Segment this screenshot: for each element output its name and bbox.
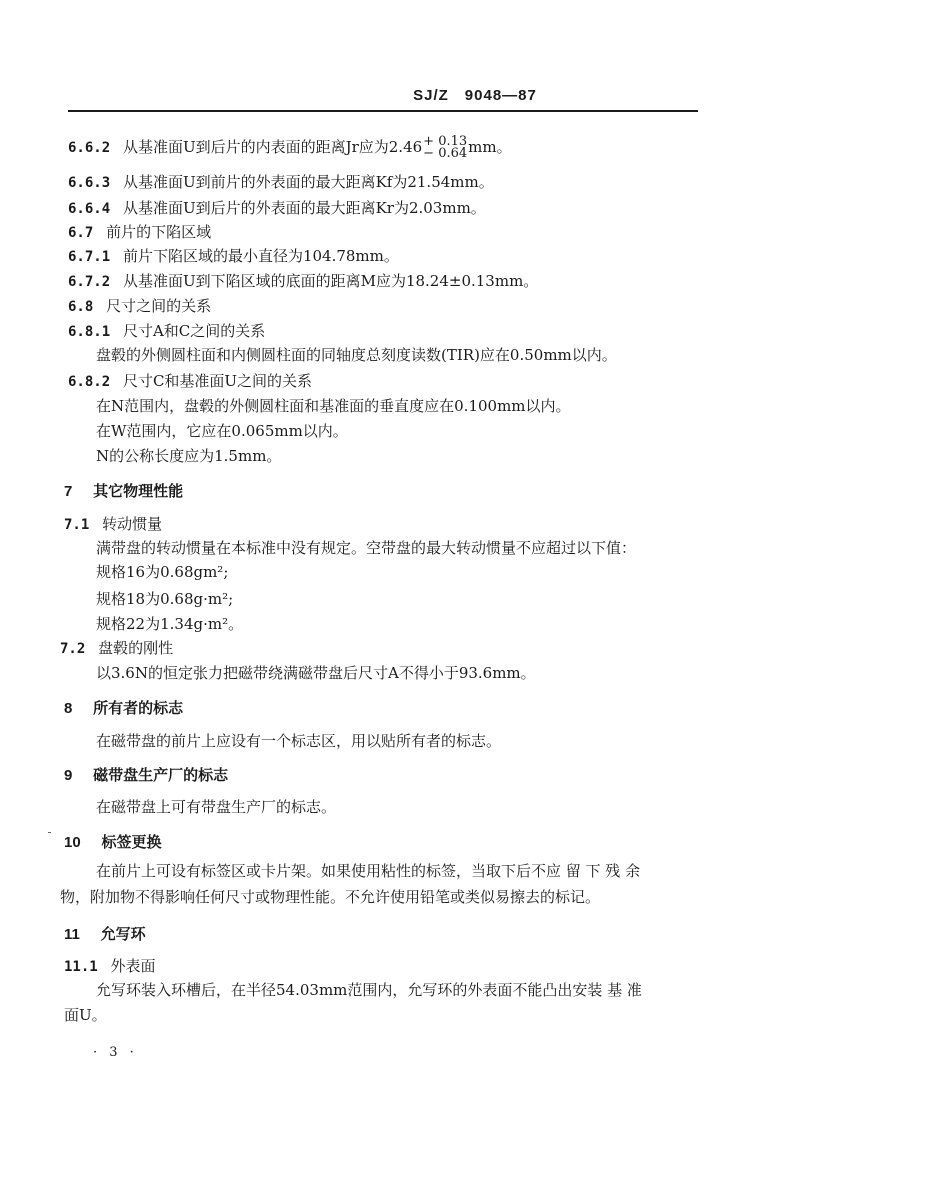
clause-6-7-1: [68, 246, 399, 267]
section-number: 11: [64, 926, 80, 943]
clause-unit: mm。: [468, 138, 512, 156]
clause-number: 6.6.3: [68, 175, 111, 191]
section-title: 允写环: [100, 925, 146, 943]
section-number: 9: [64, 767, 73, 784]
clause-text: 盘毂的刚性: [98, 639, 174, 657]
clause-6-8-2: [68, 371, 312, 392]
tolerance-minus: − 0.64: [423, 146, 468, 161]
clause-7-1-para-4: 规格22为1.34g·m²。: [96, 615, 244, 633]
clause-text: 尺寸之间的关系: [106, 297, 212, 315]
section-number: 10: [64, 834, 81, 851]
clause-7-2-body: 以3.6N的恒定张力把磁带绕满磁带盘后尺寸A不得小于93.6mm。: [96, 664, 536, 682]
tolerance-plus: + 0.13: [423, 134, 468, 149]
clause-number: 6.8.1: [68, 324, 111, 340]
section-title: 其它物理性能: [93, 482, 184, 500]
clause-number: 6.6.4: [68, 201, 111, 217]
clause-6-8-2-para-3: N的公称长度应为1.5mm。: [96, 447, 282, 465]
clause-text: 从基准面U到下陷区域的底面的距离M应为18.24±0.13mm。: [122, 272, 539, 290]
section-10-heading: [64, 832, 161, 853]
section-number: 8: [64, 700, 73, 717]
clause-7-1-para-2: 规格16为0.68gm²;: [96, 563, 229, 581]
clause-number: 7.2: [60, 641, 86, 657]
clause-number: 6.7.1: [68, 249, 111, 265]
tolerance: [423, 136, 467, 160]
section-title: 标签更换: [101, 833, 162, 851]
clause-text: 从基准面U到前片的外表面的最大距离Kf为21.54mm。: [122, 173, 494, 191]
clause-11-1-line-1: 允写环装入环槽后，在半径54.03mm范围内，允写环的外表面不能凸出安装 基 准: [96, 981, 642, 999]
clause-6-6-2: [68, 136, 512, 160]
clause-text: 从基准面U到后片的外表面的最大距离Kr为2.03mm。: [122, 199, 486, 217]
clause-6-6-4: [68, 198, 486, 219]
section-9-body: 在磁带盘上可有带盘生产厂的标志。: [96, 798, 337, 816]
section-9-heading: [64, 765, 228, 786]
clause-text: 尺寸A和C之间的关系: [122, 322, 266, 340]
clause-number: 6.6.2: [68, 140, 111, 156]
clause-number: 6.7: [68, 225, 94, 241]
section-7-heading: [64, 481, 183, 502]
section-10-line-2: 物，附加物不得影响任何尺寸或物理性能。不允许使用铅笔或类似易擦去的标记。: [60, 888, 601, 906]
clause-text: 从基准面U到后片的内表面的距离Jr应为2.46: [122, 138, 423, 156]
clause-7-2: [60, 638, 173, 659]
clause-11-1-line-2: 面U。: [64, 1006, 107, 1024]
clause-6-8-1: [68, 321, 265, 342]
clause-6-8-2-para-2: 在W范围内，它应在0.065mm以内。: [96, 422, 348, 440]
clause-6-7: [68, 222, 211, 243]
clause-number: 6.7.2: [68, 274, 111, 290]
section-title: 所有者的标志: [93, 699, 184, 717]
clause-6-7-2: [68, 271, 538, 292]
clause-6-8-2-para-1: 在N范围内，盘毂的外侧圆柱面和基准面的垂直度应在0.100mm以内。: [96, 397, 571, 415]
clause-number: 11.1: [64, 959, 98, 975]
section-8-body: 在磁带盘的前片上应设有一个标志区，用以贴所有者的标志。: [96, 732, 502, 750]
clause-text: 转动惯量: [102, 515, 163, 533]
header-rule: [68, 110, 698, 112]
clause-7-1: [64, 514, 162, 535]
section-title: 磁带盘生产厂的标志: [93, 766, 229, 784]
clause-number: 6.8.2: [68, 374, 111, 390]
clause-number: 7.1: [64, 517, 90, 533]
clause-text: 前片的下陷区域: [106, 223, 212, 241]
section-11-heading: [64, 924, 146, 945]
section-10-line-1: 在前片上可设有标签区或卡片架。如果使用粘性的标签，当取下后不应 留 下 残 余: [96, 862, 641, 880]
section-number: 7: [64, 483, 73, 500]
clause-7-1-para-1: 满带盘的转动惯量在本标准中没有规定。空带盘的最大转动惯量不应超过以下值：: [96, 539, 637, 557]
section-8-heading: [64, 698, 183, 719]
clause-text: 前片下陷区域的最小直径为104.78mm。: [122, 247, 399, 265]
clause-text: 尺寸C和基准面U之间的关系: [122, 372, 313, 390]
clause-6-8-1-body: 盘毂的外侧圆柱面和内侧圆柱面的同轴度总刻度读数(TIR)应在0.50mm以内。: [96, 346, 617, 364]
clause-7-1-para-3: 规格18为0.68g·m²;: [96, 590, 234, 608]
clause-text: 外表面: [110, 957, 156, 975]
document-code-header: SJ/Z 9048—87: [413, 87, 537, 104]
clause-11-1: [64, 956, 156, 977]
clause-number: 6.8: [68, 299, 94, 315]
clause-6-8: [68, 296, 211, 317]
page-number: · 3 ·: [93, 1045, 138, 1060]
clause-6-6-3: [68, 172, 494, 193]
scan-mark: [48, 832, 51, 833]
